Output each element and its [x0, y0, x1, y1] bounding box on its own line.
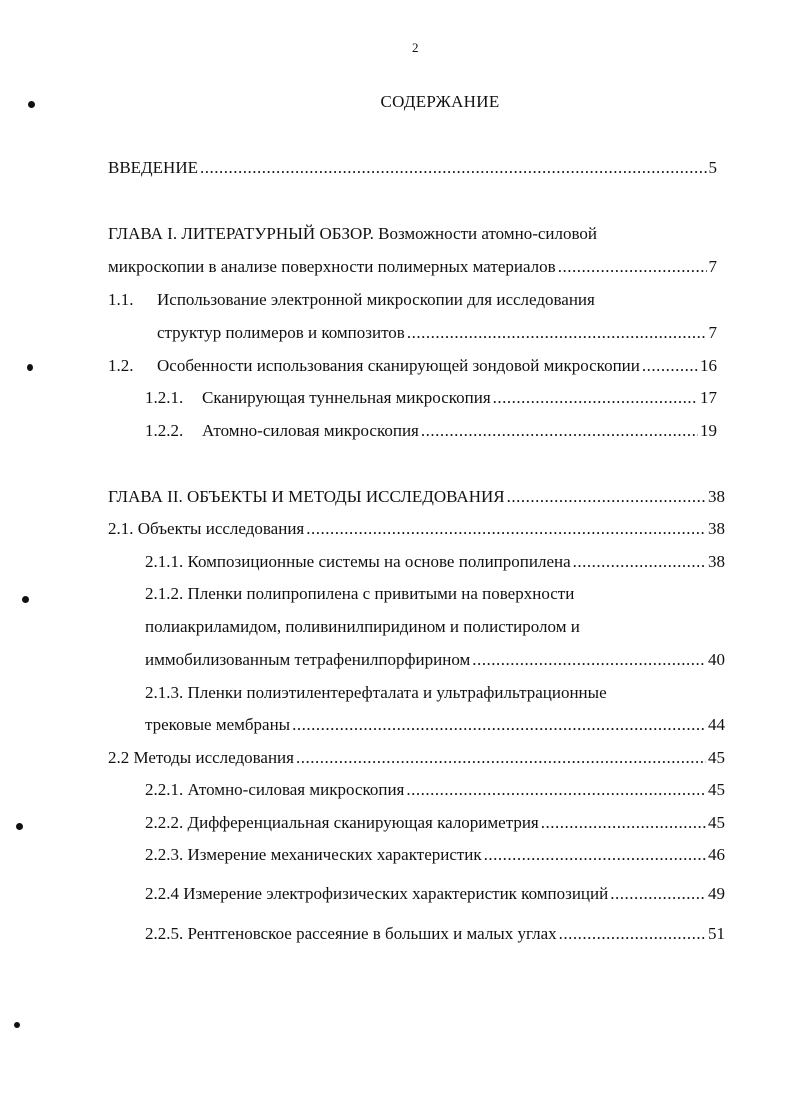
toc-page-number: 38 — [708, 552, 725, 571]
toc-section-number: 1.1. — [108, 290, 134, 309]
toc-section-2-1-2-line1[interactable]: 2.1.2. Пленки полипропилена с привитыми на поверхности — [145, 584, 575, 603]
dot-leader — [573, 552, 706, 572]
toc-section-2-2-4[interactable] — [145, 884, 725, 904]
toc-page-number: 45 — [708, 748, 725, 767]
dot-leader — [200, 158, 707, 178]
dot-leader — [306, 519, 706, 539]
toc-section-2-1-1[interactable] — [145, 552, 725, 572]
toc-entry-text: ВВЕДЕНИЕ — [108, 158, 198, 177]
toc-chapter-2[interactable] — [108, 487, 725, 507]
toc-entry-text: 2.2 Методы исследования — [108, 748, 294, 767]
toc-page-number: 49 — [708, 884, 725, 903]
toc-section-1-2[interactable] — [108, 356, 717, 376]
toc-page-number: 44 — [708, 715, 725, 734]
dot-leader — [559, 924, 706, 944]
toc-section-1-2-2[interactable] — [145, 421, 717, 441]
binding-hole-mark — [28, 101, 35, 108]
toc-section-2-1[interactable] — [108, 519, 725, 539]
binding-hole-mark — [27, 364, 33, 371]
toc-section-1-1-line2[interactable] — [157, 323, 717, 343]
toc-section-2-1-3-line2[interactable] — [145, 715, 725, 735]
toc-entry-text: 2.1. Объекты исследования — [108, 519, 305, 538]
binding-hole-mark — [22, 596, 29, 603]
dot-leader — [507, 487, 706, 507]
toc-section-2-1-2-line3[interactable] — [145, 650, 725, 670]
toc-section-number: 1.2.2. — [145, 421, 184, 440]
toc-section-2-1-2-line2[interactable]: полиакриламидом, поливинилпиридином и полистиролом и — [145, 617, 580, 636]
binding-hole-mark — [16, 823, 23, 830]
toc-entry-text: ГЛАВА II. ОБЪЕКТЫ И МЕТОДЫ ИССЛЕДОВАНИЯ — [108, 487, 505, 506]
page-title: СОДЕРЖАНИЕ — [380, 92, 500, 111]
dot-leader — [484, 845, 706, 865]
binding-hole-mark — [14, 1022, 20, 1028]
toc-entry-text: 2.2.2. Дифференциальная сканирующая калориметрия — [145, 813, 539, 832]
toc-entry-intro[interactable] — [108, 158, 717, 178]
toc-page-number: 45 — [708, 813, 725, 832]
toc-section-2-2[interactable] — [108, 748, 725, 768]
toc-page-number: 5 — [708, 158, 717, 177]
toc-entry-text: 2.2.4 Измерение электрофизических характеристик композиций — [145, 884, 609, 903]
toc-entry-text: трековые мембраны — [145, 715, 291, 734]
toc-section-2-1-3-line1[interactable]: 2.1.3. Пленки полиэтилентерефталата и ультрафильтрационные — [145, 683, 607, 702]
toc-entry-text: Сканирующая туннельная микроскопия — [202, 388, 491, 407]
dot-leader — [406, 780, 706, 800]
toc-page-number: 46 — [708, 845, 725, 864]
toc-page-number: 7 — [708, 257, 717, 276]
toc-section-number: 1.2.1. — [145, 388, 184, 407]
toc-section-2-2-5[interactable] — [145, 924, 725, 944]
toc-section-2-2-1[interactable] — [145, 780, 725, 800]
toc-section-2-2-2[interactable] — [145, 813, 725, 833]
toc-chapter-1-line2[interactable] — [108, 257, 717, 277]
toc-page-number: 17 — [700, 388, 717, 407]
dot-leader — [493, 388, 698, 408]
toc-entry-text: иммобилизованным тетрафенилпорфирином — [145, 650, 471, 669]
dot-leader — [472, 650, 706, 670]
toc-entry-text: Атомно-силовая микроскопия — [202, 421, 419, 440]
toc-entry-text: Особенности использования сканирующей зондовой микроскопии — [157, 356, 640, 375]
dot-leader — [558, 257, 707, 277]
toc-entry-text: микроскопии в анализе поверхности полимерных материалов — [108, 257, 556, 276]
toc-entry-text: 2.2.1. Атомно-силовая микроскопия — [145, 780, 405, 799]
dot-leader — [292, 715, 706, 735]
toc-page-number: 38 — [708, 519, 725, 538]
dot-leader — [541, 813, 706, 833]
dot-leader — [642, 356, 698, 376]
dot-leader — [407, 323, 707, 343]
toc-chapter-1-line1[interactable]: ГЛАВА I. ЛИТЕРАТУРНЫЙ ОБЗОР. Возможности атомно-силовой — [108, 224, 597, 243]
toc-section-1-1-line1[interactable] — [108, 290, 595, 310]
toc-entry-text: 2.2.3. Измерение механических характеристик — [145, 845, 482, 864]
toc-entry-text: Использование электронной микроскопии для исследования — [157, 290, 595, 309]
toc-page-number: 51 — [708, 924, 725, 943]
toc-page-number: 38 — [708, 487, 725, 506]
toc-page-number: 40 — [708, 650, 725, 669]
toc-page-number: 7 — [708, 323, 717, 342]
toc-section-number: 1.2. — [108, 356, 134, 375]
dot-leader — [421, 421, 698, 441]
dot-leader — [610, 884, 706, 904]
toc-page-number: 45 — [708, 780, 725, 799]
toc-page-number: 16 — [700, 356, 717, 375]
toc-section-1-2-1[interactable] — [145, 388, 717, 408]
toc-entry-text: 2.2.5. Рентгеновское рассеяние в больших и малых углах — [145, 924, 557, 943]
page-number: 2 — [412, 40, 419, 55]
toc-entry-text: 2.1.1. Композиционные системы на основе полипропилена — [145, 552, 571, 571]
toc-page-number: 19 — [700, 421, 717, 440]
toc-section-2-2-3[interactable] — [145, 845, 725, 865]
dot-leader — [296, 748, 706, 768]
toc-entry-text: структур полимеров и композитов — [157, 323, 405, 342]
